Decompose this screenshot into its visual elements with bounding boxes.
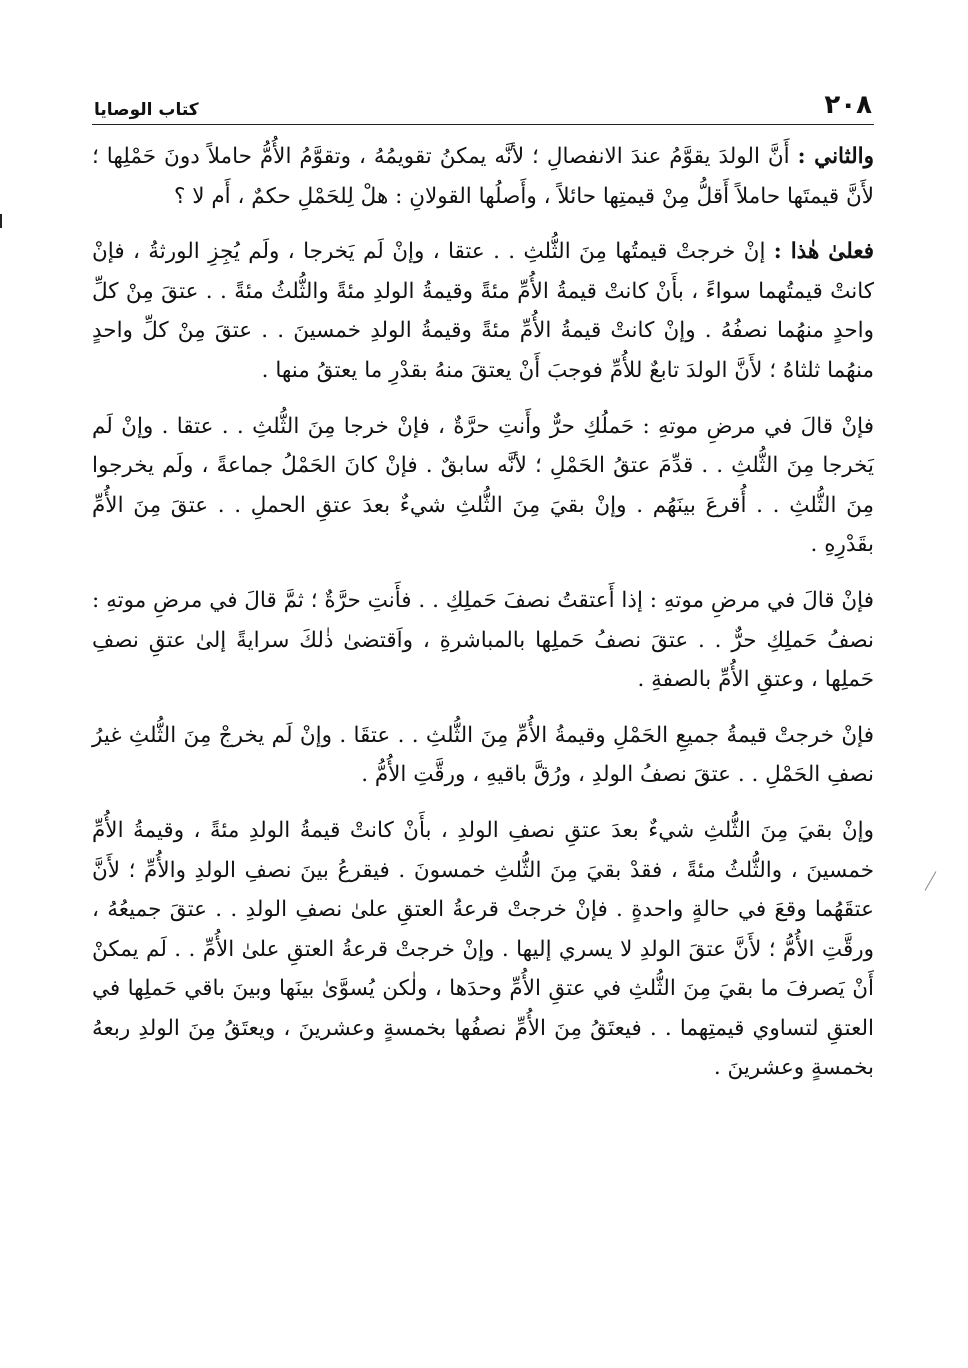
page-header	[92, 82, 874, 125]
page-edge-mark	[925, 871, 937, 891]
paragraph-text: فإنْ قالَ في مرضِ موتهِ : إذا أَعتقتُ نصفَ حَملِكِ . . فأَنتِ حرَّةٌ ؛ ثمَّ قالَ في مرضِ موتهِ : نصفُ حَملِكِ حرٌّ . . عتقَ نصفُ حَملِها بالمباشرةِ ، واَقتضىٰ ذٰلكَ سرايةً إلىٰ عتقِ نصفِ حَملِها ، وعتقِ الأُمِّ بالصفةِ .	[92, 587, 874, 693]
paragraph	[92, 716, 874, 795]
paragraph	[92, 811, 874, 1088]
paragraph-text: فإنْ خرجتْ قيمةُ جميعِ الحَمْلِ وقيمةُ الأُمِّ مِنَ الثُّلثِ . . عتقَا . وإنْ لَم يخرجْ مِنَ الثُّلثِ غيرُ نصفِ الحَمْلِ . . عتقَ نصفُ الولدِ ، ورُقَّ باقيهِ ، ورقَّتِ الأُمُّ .	[92, 722, 874, 788]
paragraph	[92, 581, 874, 700]
paragraph-text: فإنْ قالَ في مرضِ موتهِ : حَملُكِ حرٌّ وأَنتِ حرَّةٌ ، فإنْ خرجا مِنَ الثُّلثِ . . عتقا . وإنْ لَم يَخرجا مِنَ الثُّلثِ . . قدِّمَ عتقُ الحَمْلِ ؛ لأنَّه سابقٌ . فإنْ كانَ الحَمْلُ جماعةً ، ولَم يخرجوا مِنَ الثُّلثِ . . أُقرعَ بينَهُم . وإنْ بقيَ مِنَ الثُّلثِ شيءٌ بعدَ عتقِ الحملِ . . عتقَ مِنَ الأُمِّ بقَدْرِهِ .	[92, 413, 874, 558]
paragraph	[92, 232, 874, 390]
running-title: كتاب الوصايا	[94, 100, 199, 120]
paragraph-text: وإنْ بقيَ مِنَ الثُّلثِ شيءٌ بعدَ عتقِ نصفِ الولدِ ، بأَنْ كانتْ قيمةُ الولدِ مئةً ، وقيمةُ الأُمِّ خمسينَ ، والثُّلثُ مئةً ، فقدْ بقيَ مِنَ الثُّلثِ خمسونَ . فيقرعُ بينَ نصفِ الولدِ والأُمِّ ؛ لأَنَّ عتقَهُما وقعَ في حالةٍ واحدةٍ . فإنْ خرجتْ قرعةُ العتقِ علىٰ نصفِ الولدِ . . عتقَ جميعُهُ ، ورقَّتِ الأُمُّ ؛ لأَنَّ عتقَ الولدِ لا يسري إليها . وإنْ خرجتْ قرعةُ العتقِ علىٰ الأُمِّ . . لَم يمكنْ أَنْ يَصرفَ ما بقيَ مِنَ الثُّلثِ في عتقِ الأُمِّ وحدَها ، ولٰكن يُسوَّىٰ بينَها وبينَ باقي حَملِها في العتقِ لتساوي قيمتِهما . . فيعتَقُ مِنَ الأُمِّ نصفُها بخمسةٍ وعشرينَ ، ويعتَقُ مِنَ الولدِ ربعهُ بخمسةٍ وعشرينَ .	[92, 817, 874, 1081]
page-number: ٢٠٨	[824, 90, 872, 120]
paragraph-text: إنْ خرجتْ قيمتُها مِنَ الثُّلثِ . . عتقا ، وإنْ لَم يَخرجا ، ولَم يُجِزِ الورثةُ ، فإنْ كانتْ قيمتُهما سواءً ، بأَنْ كانتْ قيمةُ الأُمِّ مئةً وقيمةُ الولدِ مئةً والثُّلثُ مئةً . . عتقَ مِنْ كلِّ واحدٍ منهُما نصفُهُ . وإنْ كانتْ قيمةُ الأُمِّ مئةً وقيمةُ الولدِ خمسينَ . . عتقَ مِنْ كلِّ واحدٍ منهُما ثلثاهُ ؛ لأَنَّ الولدَ تابعٌ للأُمِّ فوجبَ أَنْ يعتقَ منهُ بقدْرِ ما يعتقُ منها .	[92, 239, 874, 383]
paragraph	[92, 137, 874, 216]
paragraph-lead: فعلىٰ هٰذا :	[773, 239, 874, 265]
paragraph	[92, 407, 874, 565]
paragraph-lead: والثاني :	[797, 144, 874, 169]
page-body	[92, 137, 874, 1088]
document-page	[92, 82, 874, 1104]
paragraph-text: أَنَّ الولدَ يقوَّمُ عندَ الانفصالِ ؛ لأنَّه يمكنُ تقويمُهُ ، وتقوَّمُ الأُمُّ حاملاً دونَ حَمْلِها ؛ لأَنَّ قيمتَها حاملاً أَقلُّ مِنْ قيمتِها حائلاً ، وأَصلُها القولانِ : هلْ لِلحَمْلِ حكمٌ ، أَم لا ؟	[92, 144, 874, 209]
page-edge-mark	[0, 214, 2, 228]
